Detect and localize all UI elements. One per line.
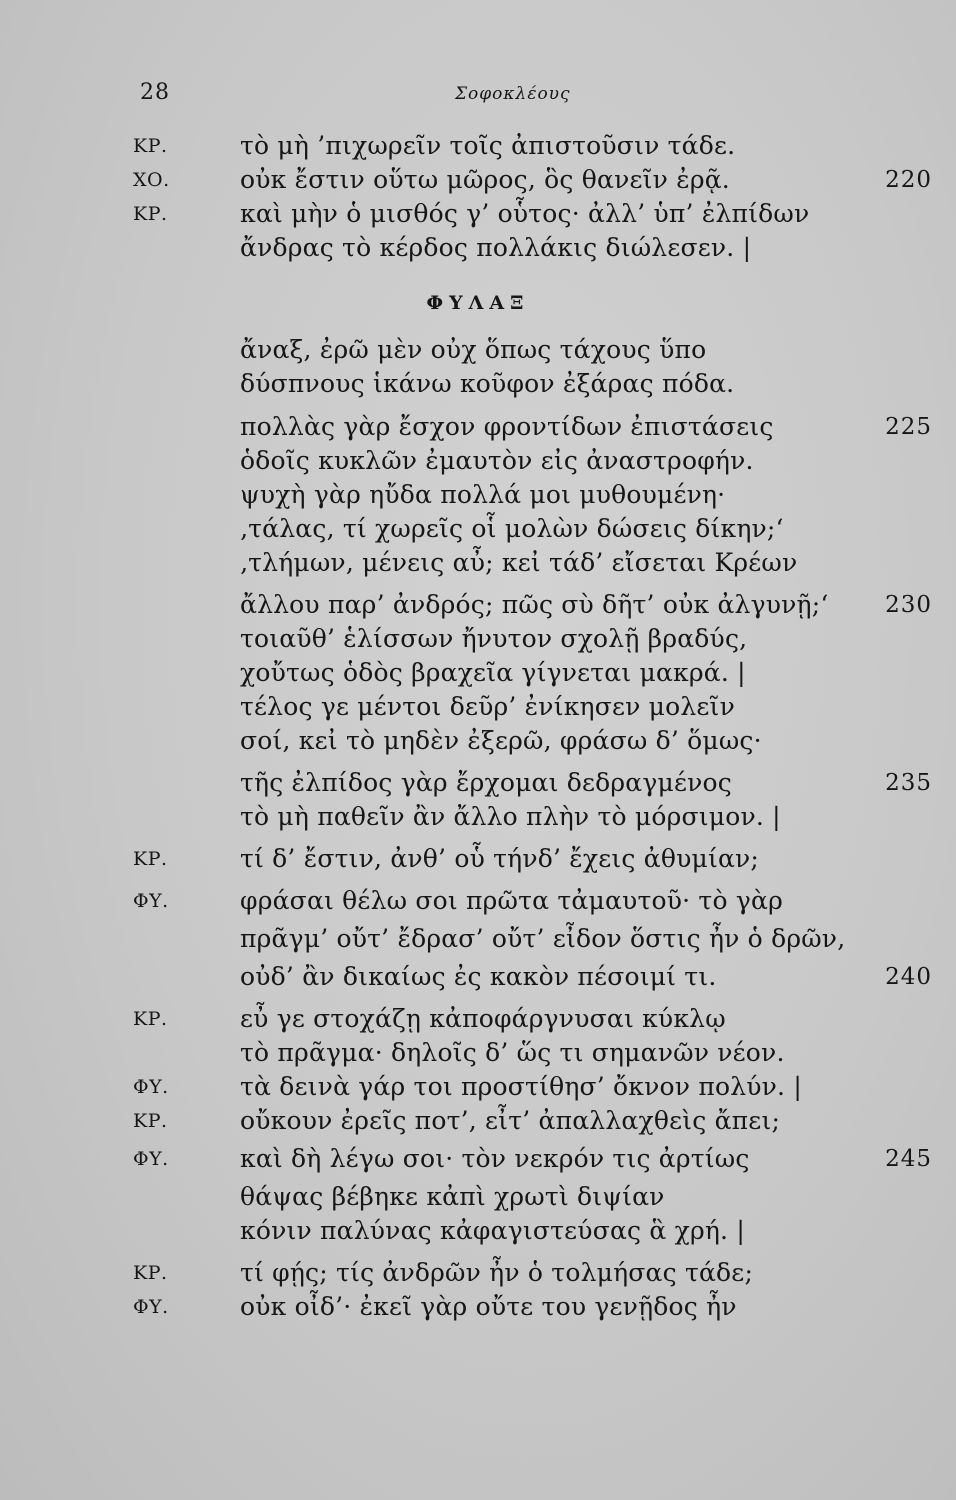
verse-text: κόνιν παλύνας κἀφαγιστεύσας ἃ χρή. | <box>240 1216 745 1245</box>
verse-text: εὖ γε στοχάζῃ κἀποφάργνυσαι κύκλῳ <box>240 1004 726 1033</box>
verse-line <box>0 445 956 477</box>
speaker-label: ΚΡ. <box>133 1110 168 1132</box>
line-number: 235 <box>885 770 932 796</box>
page-number: 28 <box>140 80 170 105</box>
line-number: 230 <box>885 592 932 618</box>
verse-line <box>0 885 956 917</box>
verse-line <box>0 1143 956 1175</box>
verse-text: οὐδ’ ἂν δικαίως ἐς κακὸν πέσοιμί τι. <box>240 962 717 991</box>
verse-text: πρᾶγμ’ οὔτ’ ἔδρασ’ οὔτ’ εἶδον ὅστις ἦν ὁ δρῶν, <box>240 924 846 953</box>
running-head <box>0 80 956 110</box>
verse-text: ψυχὴ γὰρ ηὔδα πολλά μοι μυθουμένη· <box>240 480 726 509</box>
verse-line <box>0 1291 956 1323</box>
verse-text: τέλος γε μέντοι δεῦρ’ ἐνίκησεν μολεῖν <box>240 692 735 721</box>
line-number: 220 <box>885 167 932 193</box>
verse-text: πολλὰς γὰρ ἔσχον φροντίδων ἐπιστάσεις <box>240 412 774 441</box>
verse-line <box>0 623 956 655</box>
verse-line <box>0 767 956 799</box>
verse-text: δύσπνους ἱκάνω κοῦφον ἐξάρας πόδα. <box>240 369 735 398</box>
character-heading: ΦΥΛΑΞ <box>426 292 530 314</box>
line-number: 245 <box>885 1146 932 1172</box>
verse-text: τοιαῦθ’ ἑλίσσων ἤνυτον σχολῇ βραδύς, <box>240 624 748 653</box>
verse-text: χοὔτως ὁδὸς βραχεῖα γίγνεται μακρά. | <box>240 658 746 687</box>
verse-text: τί δ’ ἔστιν, ἀνθ’ οὗ τήνδ’ ἔχεις ἀθυμίαν; <box>240 844 760 873</box>
verse-text: ἄναξ, ἐρῶ μὲν οὐχ ὅπως τάχους ὕπο <box>240 335 707 364</box>
verse-line <box>0 1181 956 1213</box>
verse-line <box>0 801 956 833</box>
verse-line <box>0 691 956 723</box>
speaker-label: ΚΡ. <box>133 1262 168 1284</box>
verse-text: τὸ μὴ ’πιχωρεῖν τοῖς ἀπιστοῦσιν τάδε. <box>240 131 736 160</box>
verse-line <box>0 164 956 196</box>
verse-line <box>0 1071 956 1103</box>
verse-line <box>0 923 956 955</box>
line-number: 240 <box>885 964 932 990</box>
verse-line <box>0 1003 956 1035</box>
verse-text: τὰ δεινὰ γάρ τοι προστίθησ’ ὄκνον πολύν. | <box>240 1072 802 1101</box>
verse-line <box>0 725 956 757</box>
speaker-label: ΦΥ. <box>133 1148 169 1170</box>
verse-line <box>0 334 956 366</box>
verse-text: ‚τάλας, τί χωρεῖς οἷ μολὼν δώσεις δίκην;‘ <box>240 514 784 543</box>
verse-line <box>0 479 956 511</box>
verse-text: ὁδοῖς κυκλῶν ἐμαυτὸν εἰς ἀναστροφήν. <box>240 446 754 475</box>
verse-line <box>0 589 956 621</box>
speaker-label: ΦΥ. <box>133 890 169 912</box>
speaker-label: ΧΟ. <box>133 169 170 191</box>
speaker-label: ΚΡ. <box>133 1008 168 1030</box>
speaker-label: ΚΡ. <box>133 848 168 870</box>
verse-text: καὶ δὴ λέγω σοι· τὸν νεκρόν τις ἀρτίως <box>240 1144 750 1173</box>
verse-line <box>0 547 956 579</box>
verse-line <box>0 368 956 400</box>
verse-line <box>0 843 956 875</box>
speaker-label: ΦΥ. <box>133 1076 169 1098</box>
verse-text: τῆς ἐλπίδος γὰρ ἔρχομαι δεδραγμένος <box>240 768 732 797</box>
verse-line <box>0 198 956 230</box>
verse-text: τὸ μὴ παθεῖν ἂν ἄλλο πλὴν τὸ μόρσιμον. | <box>240 802 781 831</box>
speaker-label: ΦΥ. <box>133 1296 169 1318</box>
speaker-label: ΚΡ. <box>133 135 168 157</box>
verse-text: τί φῄς; τίς ἀνδρῶν ἦν ὁ τολμήσας τάδε; <box>240 1258 754 1287</box>
verse-line <box>0 411 956 443</box>
verse-line <box>0 1215 956 1247</box>
verse-line <box>0 1105 956 1137</box>
speaker-label: ΚΡ. <box>133 203 168 225</box>
line-number: 225 <box>885 414 932 440</box>
verse-text: ἄνδρας τὸ κέρδος πολλάκις διώλεσεν. | <box>240 233 752 262</box>
verse-line <box>0 961 956 993</box>
verse-line <box>0 513 956 545</box>
verse-text: φράσαι θέλω σοι πρῶτα τἀμαυτοῦ· τὸ γὰρ <box>240 886 783 915</box>
verse-line <box>0 657 956 689</box>
verse-text: ἄλλου παρ’ ἀνδρός; πῶς σὺ δῆτ’ οὐκ ἀλγυνῇ;‘ <box>240 590 829 619</box>
verse-text: ‚τλήμων, μένεις αὖ; κεἰ τάδ’ εἴσεται Κρέων <box>240 548 798 577</box>
verse-text: τὸ πρᾶγμα· δηλοῖς δ’ ὥς τι σημανῶν νέον. <box>240 1038 785 1067</box>
verse-text: σοί, κεἰ τὸ μηδὲν ἐξερῶ, φράσω δ’ ὅμως· <box>240 726 762 755</box>
verse-text: καὶ μὴν ὁ μισθός γ’ οὗτος· ἀλλ’ ὑπ’ ἐλπίδων <box>240 199 810 228</box>
verse-text: θάψας βέβηκε κἀπὶ χρωτὶ διψίαν <box>240 1182 665 1211</box>
verse-text: οὐκ οἶδ’· ἐκεῖ γὰρ οὔτε του γενῇδος ἦν <box>240 1292 737 1321</box>
running-title: Σοφοκλέους <box>455 84 571 104</box>
verse-line <box>0 1257 956 1289</box>
verse-text: οὐκ ἔστιν οὕτω μῶρος, ὃς θανεῖν ἐρᾷ. <box>240 165 730 194</box>
verse-text: οὔκουν ἐρεῖς ποτ’, εἶτ’ ἀπαλλαχθεὶς ἄπει; <box>240 1106 781 1135</box>
verse-line <box>0 130 956 162</box>
verse-line <box>0 1037 956 1069</box>
verse-line <box>0 232 956 264</box>
